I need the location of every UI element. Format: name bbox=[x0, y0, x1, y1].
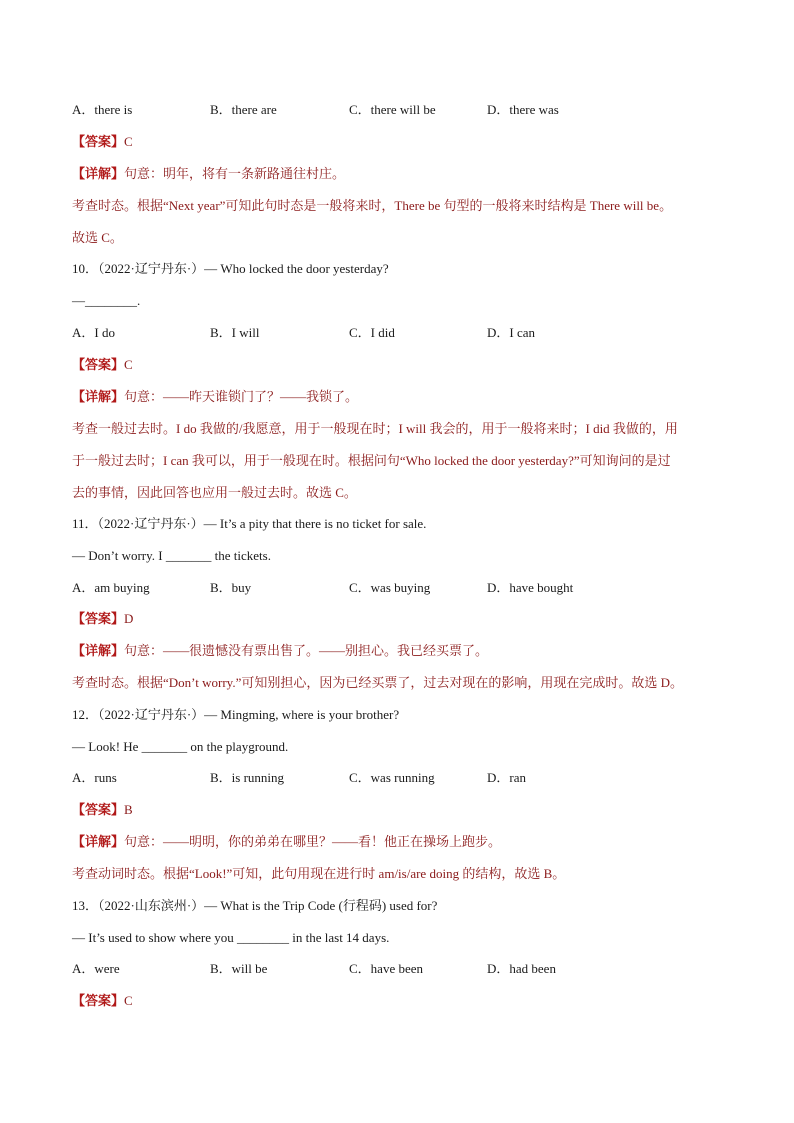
detail-meaning: 句意：明年，将有一条新路通往村庄。 bbox=[124, 166, 346, 181]
q12-explain: 考查动词时态。根据“Look!”可知，此句用现在进行时 am/is/are doing 的结构，故选 B。 bbox=[72, 866, 566, 881]
q10-explain-line-3: 去的事情，因此回答也应用一般过去时。故选 C。 bbox=[72, 485, 357, 500]
q11-detail bbox=[72, 639, 734, 663]
q12-answer bbox=[72, 798, 734, 822]
q9-option-c: C．there will be bbox=[349, 102, 436, 117]
detail-tag: 【详解】 bbox=[72, 389, 125, 404]
answer-value: B bbox=[124, 802, 133, 817]
q9-options bbox=[72, 98, 734, 122]
detail-tag: 【详解】 bbox=[72, 834, 125, 849]
q13-option-b: B．will be bbox=[210, 961, 268, 976]
q13-stem-2: — It’s used to show where you ________ in the last 14 days. bbox=[72, 930, 390, 945]
q9-option-a: A．there is bbox=[72, 102, 133, 117]
q10-options bbox=[72, 321, 734, 345]
q13-stem: 13．（2022·山东滨州·）— What is the Trip Code (行程码) used for? bbox=[72, 898, 438, 913]
q11-option-a: A．am buying bbox=[72, 580, 150, 595]
q12-option-b: B．is running bbox=[210, 770, 285, 785]
q10-explain-line-1: 考查一般过去时。I do 我做的/我愿意，用于一般现在时；I will 我会的，用于一般将来时；I did 我做的，用 bbox=[72, 421, 678, 436]
q10-option-d: D．I can bbox=[487, 325, 536, 340]
answer-tag: 【答案】 bbox=[72, 993, 125, 1008]
q11-option-b: B．buy bbox=[210, 580, 252, 595]
q12-stem-2: — Look! He _______ on the playground. bbox=[72, 739, 289, 754]
answer-tag: 【答案】 bbox=[72, 357, 125, 372]
answer-value: C bbox=[124, 357, 133, 372]
q13-options bbox=[72, 957, 734, 981]
detail-tag: 【详解】 bbox=[72, 643, 125, 658]
q12-option-d: D．ran bbox=[487, 770, 526, 785]
q9-option-b: B．there are bbox=[210, 102, 277, 117]
q10-option-a: A．I do bbox=[72, 325, 115, 340]
detail-meaning: 句意：——昨天谁锁门了？——我锁了。 bbox=[124, 389, 359, 404]
q13-option-d: D．had been bbox=[487, 961, 556, 976]
detail-tag: 【详解】 bbox=[72, 166, 125, 181]
q13-option-c: C．have been bbox=[349, 961, 424, 976]
q13-answer bbox=[72, 989, 734, 1013]
q11-option-d: D．have bought bbox=[487, 580, 574, 595]
answer-tag: 【答案】 bbox=[72, 134, 125, 149]
q11-options bbox=[72, 576, 734, 600]
q13-option-a: A．were bbox=[72, 961, 120, 976]
q11-stem: 11．（2022·辽宁丹东·）— It’s a pity that there is no ticket for sale. bbox=[72, 516, 427, 531]
q11-explain: 考查时态。根据“Don’t worry.”可知别担心，因为已经买票了，过去对现在的影响，用现在完成时。故选 D。 bbox=[72, 675, 683, 690]
q10-detail bbox=[72, 385, 734, 409]
q9-conclusion: 故选 C。 bbox=[72, 230, 123, 245]
answer-value: C bbox=[124, 134, 133, 149]
q10-stem-2: —________. bbox=[72, 293, 141, 308]
q11-stem-2: — Don’t worry. I _______ the tickets. bbox=[72, 548, 271, 563]
q10-option-c: C．I did bbox=[349, 325, 395, 340]
q10-answer bbox=[72, 353, 734, 377]
q11-option-c: C．was buying bbox=[349, 580, 431, 595]
detail-meaning: 句意：——很遗憾没有票出售了。——别担心。我已经买票了。 bbox=[124, 643, 489, 658]
q12-option-c: C．was running bbox=[349, 770, 435, 785]
q9-detail bbox=[72, 162, 734, 186]
answer-value: C bbox=[124, 993, 133, 1008]
detail-meaning: 句意：——明明，你的弟弟在哪里？——看！他正在操场上跑步。 bbox=[124, 834, 502, 849]
answer-value: D bbox=[124, 611, 134, 626]
q9-explain: 考查时态。根据“Next year”可知此句时态是一般将来时，There be 句型的一般将来时结构是 There will be。 bbox=[72, 198, 673, 213]
answer-tag: 【答案】 bbox=[72, 611, 125, 626]
q9-answer bbox=[72, 130, 734, 154]
q12-options bbox=[72, 766, 734, 790]
q12-option-a: A．runs bbox=[72, 770, 117, 785]
q10-option-b: B．I will bbox=[210, 325, 260, 340]
answer-tag: 【答案】 bbox=[72, 802, 125, 817]
q10-stem: 10．（2022·辽宁丹东·）— Who locked the door yesterday? bbox=[72, 261, 389, 276]
q11-answer bbox=[72, 607, 734, 631]
q12-stem: 12．（2022·辽宁丹东·）— Mingming, where is your brother? bbox=[72, 707, 400, 722]
q10-explain-line-2: 于一般过去时；I can 我可以，用于一般现在时。根据问句“Who locked the door yesterday?”可知询问的是过 bbox=[72, 453, 671, 468]
q9-option-d: D．there was bbox=[487, 102, 559, 117]
q12-detail bbox=[72, 830, 734, 854]
